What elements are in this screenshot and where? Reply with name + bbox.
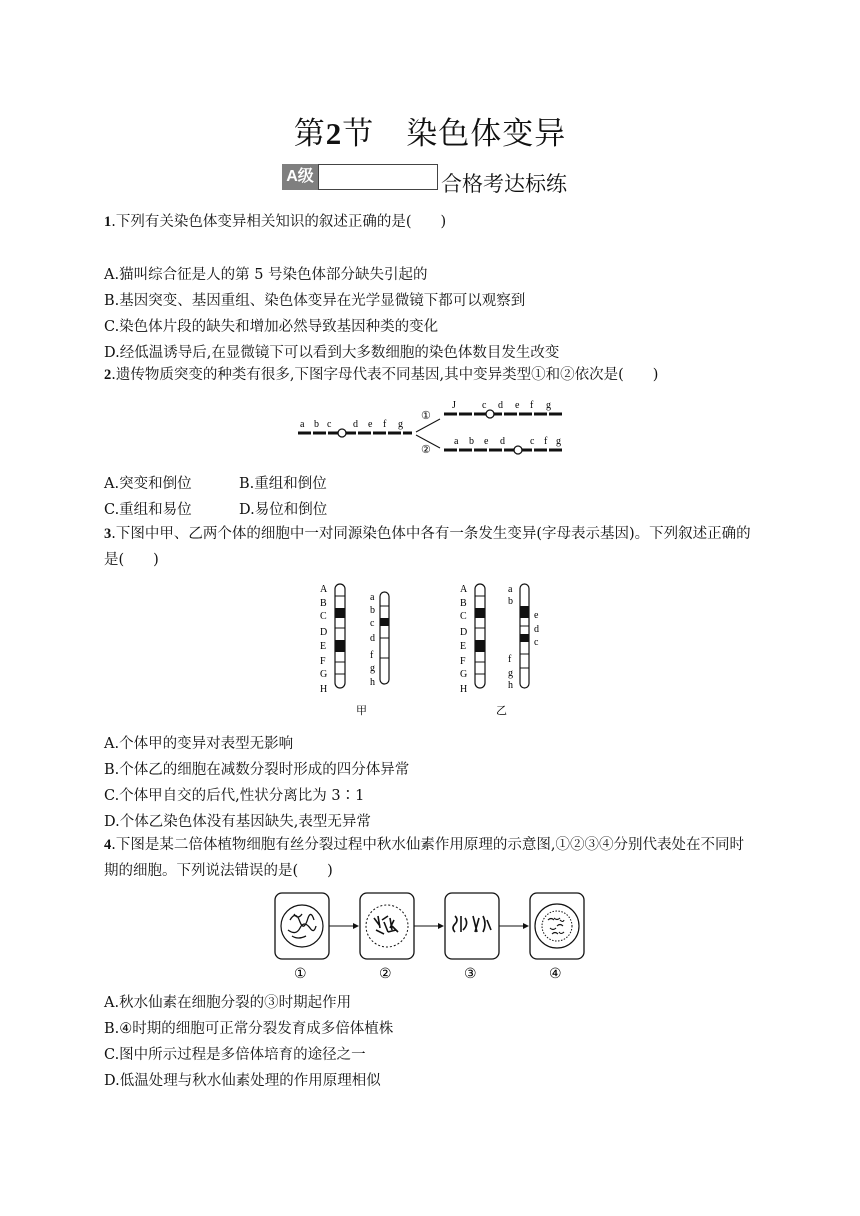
question-4-stem: 4.下图是某二倍体植物细胞有丝分裂过程中秋水仙素作用原理的示意图,①②③④分别代表处在不同时期的细胞。下列说法错误的是( ) [104, 837, 744, 879]
gene-label: e [368, 419, 373, 430]
gene-label: J [452, 400, 456, 411]
gene-label: g [546, 400, 551, 411]
gene-label: H [460, 684, 468, 695]
gene-label: a [454, 436, 459, 447]
page-title: 第2节 染色体变异 [293, 116, 567, 152]
yi-short-chromosome [520, 584, 529, 688]
gene-label: G [320, 669, 328, 680]
q3-figure [310, 578, 550, 720]
gene-label: e [515, 400, 520, 411]
gene-label: f [508, 654, 512, 665]
gene-label: G [460, 669, 468, 680]
question-3-stem: 3.下图中甲、乙两个体的细胞中一对同源染色体中各有一条发生变异(字母表示基因)。下列叙述正确的是( ) [104, 526, 751, 568]
q3-option-b: B.个体乙的细胞在减数分裂时形成的四分体异常 [104, 762, 410, 778]
gene-label: d [498, 400, 503, 411]
gene-label: H [320, 684, 328, 695]
gene-label: f [544, 436, 548, 447]
cell-label-1: ① [294, 967, 307, 982]
gene-label: b [370, 605, 375, 616]
q3-option-d: D.个体乙染色体没有基因缺失,表型无异常 [104, 814, 371, 830]
cell-3 [445, 893, 499, 959]
gene-label: B [320, 598, 327, 609]
gene-label: a [300, 419, 305, 430]
q2-option-c: C.重组和易位 [104, 502, 192, 518]
cell-4 [530, 893, 584, 959]
q4-option-a: A.秋水仙素在细胞分裂的③时期起作用 [104, 995, 352, 1011]
gene-label: d [534, 624, 539, 635]
gene-label: F [460, 656, 466, 667]
gene-label: h [370, 677, 375, 688]
gene-label: g [508, 668, 513, 679]
q2-figure [290, 395, 580, 463]
q1-option-a: A.猫叫综合征是人的第 5 号染色体部分缺失引起的 [104, 267, 428, 283]
q1-option-c: C.染色体片段的缺失和增加必然导致基因种类的变化 [104, 319, 439, 335]
gene-label: h [508, 680, 513, 691]
q4-figure [270, 890, 590, 982]
question-1-stem: 1.下列有关染色体变异相关知识的叙述正确的是( ) [104, 214, 447, 230]
gene-label: c [327, 419, 332, 430]
q4-option-b: B.④时期的细胞可正常分裂发育成多倍体植株 [104, 1021, 394, 1037]
gene-label: b [314, 419, 319, 430]
gene-label: C [460, 611, 467, 622]
gene-label: d [500, 436, 505, 447]
q2-label-1: ① [421, 410, 431, 422]
level-box [318, 164, 438, 190]
q3-option-a: A.个体甲的变异对表型无影响 [104, 736, 294, 752]
question-2-stem: 2.遗传物质突变的种类有很多,下图字母代表不同基因,其中变异类型①和②依次是( ) [104, 367, 659, 383]
gene-label: F [320, 656, 326, 667]
level-label: 合格考达标练 [441, 172, 567, 196]
q2-label-2: ② [421, 444, 431, 456]
q2-option-b: B.重组和倒位 [239, 476, 327, 492]
gene-label: g [398, 419, 403, 430]
gene-label: g [370, 663, 375, 674]
cell-2 [360, 893, 414, 959]
gene-label: E [460, 641, 467, 652]
q1-option-b: B.基因突变、基因重组、染色体变异在光学显微镜下都可以观察到 [104, 293, 526, 309]
yi-label: 乙 [496, 705, 507, 717]
cell-label-4: ④ [549, 967, 562, 982]
q3-option-c: C.个体甲自交的后代,性状分离比为 3∶1 [104, 788, 365, 804]
gene-label: g [556, 436, 561, 447]
gene-label: b [508, 596, 513, 607]
jia-label: 甲 [356, 705, 367, 717]
gene-label: A [460, 584, 468, 595]
gene-label: e [534, 610, 539, 621]
cell-label-3: ③ [464, 967, 477, 982]
q2-option-d: D.易位和倒位 [239, 502, 328, 518]
gene-label: D [460, 627, 468, 638]
level-badge: A级 [282, 164, 318, 190]
q1-option-d: D.经低温诱导后,在显微镜下可以看到大多数细胞的染色体数目发生改变 [104, 345, 560, 361]
gene-label: b [469, 436, 474, 447]
cell-1 [275, 893, 329, 959]
q4-option-d: D.低温处理与秋水仙素处理的作用原理相似 [104, 1073, 381, 1089]
jia-long-chromosome [335, 584, 345, 688]
gene-label: c [534, 637, 539, 648]
gene-label: c [530, 436, 535, 447]
gene-label: D [320, 627, 328, 638]
gene-label: f [530, 400, 534, 411]
gene-label: C [320, 611, 327, 622]
gene-label: c [370, 618, 375, 629]
gene-label: a [508, 584, 513, 595]
gene-label: e [484, 436, 489, 447]
q2-option-a: A.突变和倒位 [104, 476, 192, 492]
gene-label: d [370, 633, 375, 644]
q4-option-c: C.图中所示过程是多倍体培育的途径之一 [104, 1047, 366, 1063]
gene-label: c [482, 400, 487, 411]
jia-short-chromosome [380, 592, 389, 684]
gene-label: f [383, 419, 387, 430]
gene-label: d [353, 419, 358, 430]
gene-label: E [320, 641, 327, 652]
yi-long-chromosome [475, 584, 485, 688]
gene-label: B [460, 598, 467, 609]
gene-label: A [320, 584, 328, 595]
gene-label: f [370, 650, 374, 661]
gene-label: a [370, 592, 375, 603]
cell-label-2: ② [379, 967, 392, 982]
